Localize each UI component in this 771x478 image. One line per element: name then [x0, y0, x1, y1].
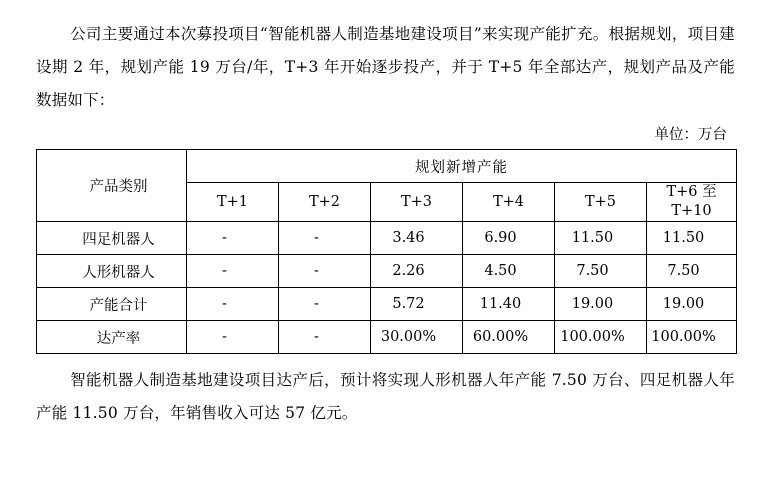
- table-corner-header: 产品类别: [37, 150, 187, 222]
- table-header-row-group: [37, 150, 737, 183]
- row-label-quadruped: 四足机器人: [37, 222, 187, 255]
- cell-quadruped-t1: -: [187, 222, 279, 255]
- cell-total-t1: -: [187, 288, 279, 321]
- table-col-header-t4: T+4: [463, 183, 555, 222]
- cell-humanoid-t6-t10: 7.50: [647, 255, 737, 288]
- cell-utilization-t5: 100.00%: [555, 321, 647, 354]
- cell-humanoid-t5: 7.50: [555, 255, 647, 288]
- row-label-utilization: 达产率: [37, 321, 187, 354]
- cell-quadruped-t4: 6.90: [463, 222, 555, 255]
- table-col-header-t5: T+5: [555, 183, 647, 222]
- cell-humanoid-t2: -: [279, 255, 371, 288]
- cell-total-t4: 11.40: [463, 288, 555, 321]
- cell-quadruped-t2: -: [279, 222, 371, 255]
- table-row: [37, 321, 737, 354]
- cell-utilization-t2: -: [279, 321, 371, 354]
- cell-utilization-t6-t10: 100.00%: [647, 321, 737, 354]
- table-col-header-t1: T+1: [187, 183, 279, 222]
- table-col-header-t6-t10: [647, 183, 737, 222]
- cell-humanoid-t1: -: [187, 255, 279, 288]
- table-col-header-t6-t10-line2: T+10: [671, 203, 712, 219]
- paragraph-conclusion-text: 智能机器人制造基地建设项目达产后，预计将实现人形机器人年产能 7.50 万台、四足机器人年产能 11.50 万台，年销售收入可达 57 亿元。: [36, 371, 735, 422]
- paragraph-conclusion: [36, 364, 735, 430]
- cell-total-t5: 19.00: [555, 288, 647, 321]
- cell-utilization-t1: -: [187, 321, 279, 354]
- table-group-header: 规划新增产能: [187, 150, 737, 183]
- cell-quadruped-t3: 3.46: [371, 222, 463, 255]
- cell-total-t6-t10: 19.00: [647, 288, 737, 321]
- cell-utilization-t3: 30.00%: [371, 321, 463, 354]
- cell-quadruped-t6-t10: 11.50: [647, 222, 737, 255]
- unit-note: 单位：万台: [654, 127, 727, 143]
- table-col-header-t3: T+3: [371, 183, 463, 222]
- paragraph-intro: [36, 18, 735, 117]
- paragraph-intro-text: 公司主要通过本次募投项目“智能机器人制造基地建设项目”来实现产能扩充。根据规划，项目建设期 2 年，规划产能 19 万台/年，T+3 年开始逐步投产，并于 T+5 年全部达产，规划产品及产能数据如下：: [36, 25, 735, 109]
- table-col-header-t2: T+2: [279, 183, 371, 222]
- cell-total-t2: -: [279, 288, 371, 321]
- capacity-table: [36, 149, 737, 354]
- table-row: [37, 288, 737, 321]
- row-label-total: 产能合计: [37, 288, 187, 321]
- cell-quadruped-t5: 11.50: [555, 222, 647, 255]
- cell-total-t3: 5.72: [371, 288, 463, 321]
- cell-humanoid-t3: 2.26: [371, 255, 463, 288]
- table-row: [37, 255, 737, 288]
- cell-humanoid-t4: 4.50: [463, 255, 555, 288]
- cell-utilization-t4: 60.00%: [463, 321, 555, 354]
- row-label-humanoid: 人形机器人: [37, 255, 187, 288]
- table-row: [37, 222, 737, 255]
- table-col-header-t6-t10-line1: T+6 至: [666, 184, 717, 200]
